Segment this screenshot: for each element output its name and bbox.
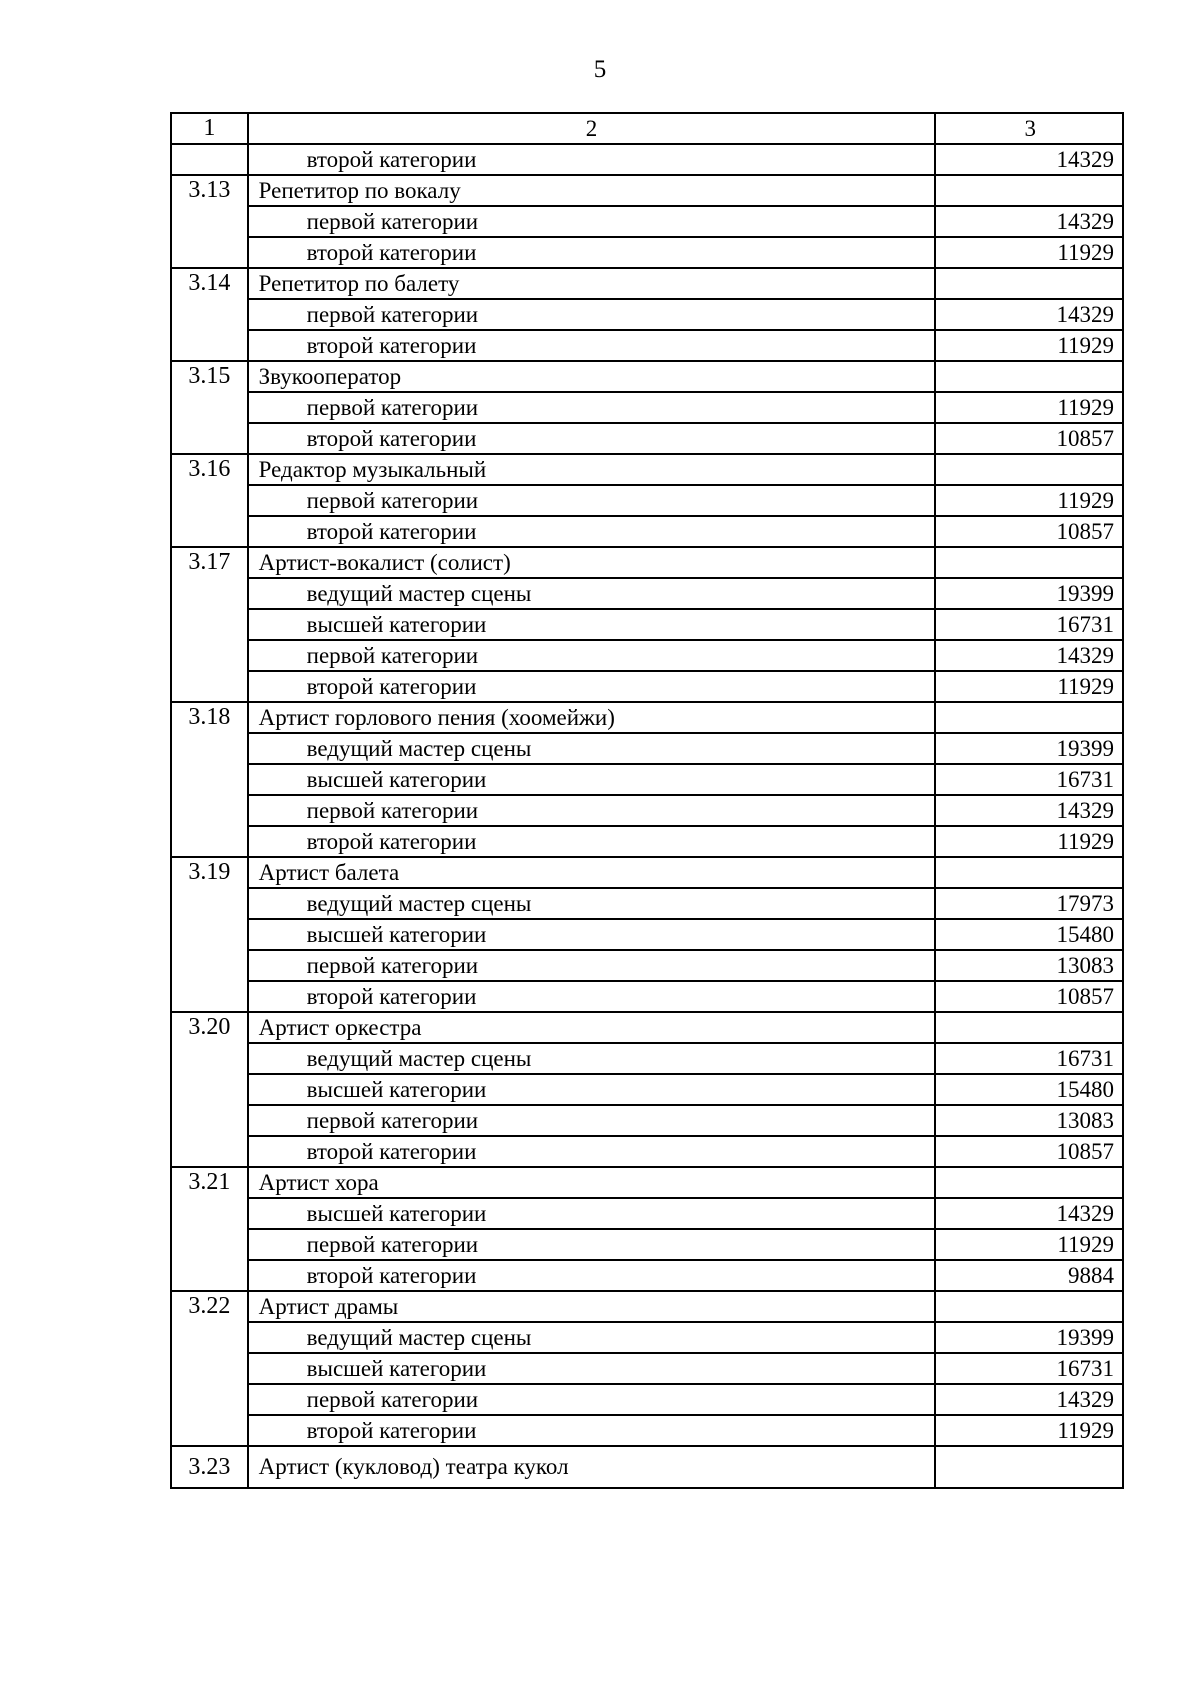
table-row: [171, 671, 1123, 702]
salary-value-empty: [935, 547, 1123, 578]
table-row: [171, 1446, 1123, 1488]
table-row: [171, 423, 1123, 454]
salary-value: 16731: [935, 764, 1123, 795]
table-row: [171, 175, 1123, 206]
position-title: Звукооператор: [248, 361, 936, 392]
item-number: 3.13: [171, 175, 248, 268]
table-row: [171, 516, 1123, 547]
category-label: первой категории: [248, 1105, 936, 1136]
table-row: [171, 640, 1123, 671]
item-number: 3.15: [171, 361, 248, 454]
table-row: [171, 1105, 1123, 1136]
category-label: ведущий мастер сцены: [248, 1043, 936, 1074]
table-row: [171, 981, 1123, 1012]
salary-value: 14329: [935, 1198, 1123, 1229]
table-row: [171, 547, 1123, 578]
salary-value: 16731: [935, 1353, 1123, 1384]
table-row: [171, 1322, 1123, 1353]
table-row: [171, 857, 1123, 888]
category-label: первой категории: [248, 392, 936, 423]
category-label: ведущий мастер сцены: [248, 888, 936, 919]
category-label: ведущий мастер сцены: [248, 1322, 936, 1353]
table-row: [171, 361, 1123, 392]
table-row: [171, 702, 1123, 733]
category-label: высшей категории: [248, 1074, 936, 1105]
category-label: первой категории: [248, 206, 936, 237]
category-label: второй категории: [248, 671, 936, 702]
salary-value: 13083: [935, 950, 1123, 981]
table-row: [171, 1167, 1123, 1198]
category-label: первой категории: [248, 1384, 936, 1415]
table-row: [171, 1384, 1123, 1415]
table-row: [171, 826, 1123, 857]
salary-value: 16731: [935, 609, 1123, 640]
table-row: [171, 1074, 1123, 1105]
item-number: 3.16: [171, 454, 248, 547]
category-label: второй категории: [248, 423, 936, 454]
category-label: второй категории: [248, 1260, 936, 1291]
salary-value: 11929: [935, 1229, 1123, 1260]
position-title: Репетитор по балету: [248, 268, 936, 299]
category-label: второй категории: [248, 237, 936, 268]
table-row: [171, 733, 1123, 764]
salary-value-empty: [935, 1012, 1123, 1043]
table-row: [171, 1291, 1123, 1322]
salary-value: 14329: [935, 144, 1123, 175]
salary-value: 14329: [935, 1384, 1123, 1415]
salary-value: 15480: [935, 1074, 1123, 1105]
table-row: [171, 950, 1123, 981]
table-row: [171, 609, 1123, 640]
salary-value: 19399: [935, 1322, 1123, 1353]
salary-value-empty: [935, 268, 1123, 299]
position-title: Артист хора: [248, 1167, 936, 1198]
header-col-1: 1: [171, 113, 248, 144]
table-row: [171, 1043, 1123, 1074]
salary-value-empty: [935, 1446, 1123, 1488]
salary-value-empty: [935, 1167, 1123, 1198]
table-row: [171, 764, 1123, 795]
position-title: Артист балета: [248, 857, 936, 888]
salary-value: 14329: [935, 206, 1123, 237]
salary-value: 10857: [935, 981, 1123, 1012]
salary-value-empty: [935, 175, 1123, 206]
table-row: [171, 1229, 1123, 1260]
category-label: высшей категории: [248, 764, 936, 795]
table-row: [171, 485, 1123, 516]
item-number: 3.21: [171, 1167, 248, 1291]
table-row: [171, 795, 1123, 826]
position-title: Артист-вокалист (солист): [248, 547, 936, 578]
table-row: [171, 1353, 1123, 1384]
category-label: высшей категории: [248, 1353, 936, 1384]
table-row: [171, 206, 1123, 237]
salary-value: 11929: [935, 392, 1123, 423]
table-row: [171, 1198, 1123, 1229]
category-label: ведущий мастер сцены: [248, 733, 936, 764]
table-row: [171, 1415, 1123, 1446]
position-title: Артист драмы: [248, 1291, 936, 1322]
position-title: Артист оркестра: [248, 1012, 936, 1043]
salary-value: 9884: [935, 1260, 1123, 1291]
category-label: второй категории: [248, 516, 936, 547]
category-label: первой категории: [248, 1229, 936, 1260]
salary-value: 19399: [935, 733, 1123, 764]
salary-value: 17973: [935, 888, 1123, 919]
table-row: [171, 454, 1123, 485]
salary-value-empty: [935, 454, 1123, 485]
table-row: [171, 888, 1123, 919]
category-label: высшей категории: [248, 919, 936, 950]
item-number: 3.19: [171, 857, 248, 1012]
salary-value-empty: [935, 361, 1123, 392]
table-row: [171, 144, 1123, 175]
salary-value: 14329: [935, 299, 1123, 330]
page-number: 5: [593, 56, 607, 83]
salary-value: 14329: [935, 640, 1123, 671]
salary-value: 11929: [935, 671, 1123, 702]
salary-value: 11929: [935, 237, 1123, 268]
position-title: Артист (кукловод) театра кукол: [248, 1446, 936, 1488]
item-number: 3.14: [171, 268, 248, 361]
position-title: Редактор музыкальный: [248, 454, 936, 485]
category-label: ведущий мастер сцены: [248, 578, 936, 609]
table-row: [171, 919, 1123, 950]
salary-value: 11929: [935, 330, 1123, 361]
category-label: высшей категории: [248, 609, 936, 640]
table-row: [171, 299, 1123, 330]
category-label: второй категории: [248, 826, 936, 857]
salary-value: 14329: [935, 795, 1123, 826]
table-row: [171, 392, 1123, 423]
position-title: Репетитор по вокалу: [248, 175, 936, 206]
item-number: 3.18: [171, 702, 248, 857]
category-label: второй категории: [248, 144, 936, 175]
category-label: первой категории: [248, 640, 936, 671]
salary-value: 10857: [935, 423, 1123, 454]
salary-value: 10857: [935, 516, 1123, 547]
table-header-row: [171, 113, 1123, 144]
salary-value: 11929: [935, 1415, 1123, 1446]
category-label: высшей категории: [248, 1198, 936, 1229]
salary-value: 16731: [935, 1043, 1123, 1074]
header-col-3: 3: [935, 113, 1123, 144]
table-row: [171, 578, 1123, 609]
salary-value: 11929: [935, 826, 1123, 857]
salary-value-empty: [935, 1291, 1123, 1322]
table-row: [171, 1136, 1123, 1167]
item-number: 3.20: [171, 1012, 248, 1167]
table-row: [171, 268, 1123, 299]
salary-value-empty: [935, 857, 1123, 888]
position-title: Артист горлового пения (хоомейжи): [248, 702, 936, 733]
salary-value: 10857: [935, 1136, 1123, 1167]
salary-value: 11929: [935, 485, 1123, 516]
category-label: второй категории: [248, 1415, 936, 1446]
salary-value: 13083: [935, 1105, 1123, 1136]
salary-table-body: [171, 113, 1123, 1488]
category-label: второй категории: [248, 330, 936, 361]
salary-table: [170, 112, 1124, 1489]
table-row: [171, 1260, 1123, 1291]
salary-value: 19399: [935, 578, 1123, 609]
category-label: второй категории: [248, 981, 936, 1012]
category-label: первой категории: [248, 795, 936, 826]
header-col-2: 2: [248, 113, 936, 144]
salary-value-empty: [935, 702, 1123, 733]
category-label: второй категории: [248, 1136, 936, 1167]
item-number: 3.17: [171, 547, 248, 702]
item-number: 3.22: [171, 1291, 248, 1446]
table-row: [171, 237, 1123, 268]
salary-value: 15480: [935, 919, 1123, 950]
item-number: 3.23: [171, 1446, 248, 1488]
category-label: первой категории: [248, 485, 936, 516]
table-row: [171, 1012, 1123, 1043]
table-row: [171, 330, 1123, 361]
row-number-cell: [171, 144, 248, 175]
category-label: первой категории: [248, 299, 936, 330]
category-label: первой категории: [248, 950, 936, 981]
